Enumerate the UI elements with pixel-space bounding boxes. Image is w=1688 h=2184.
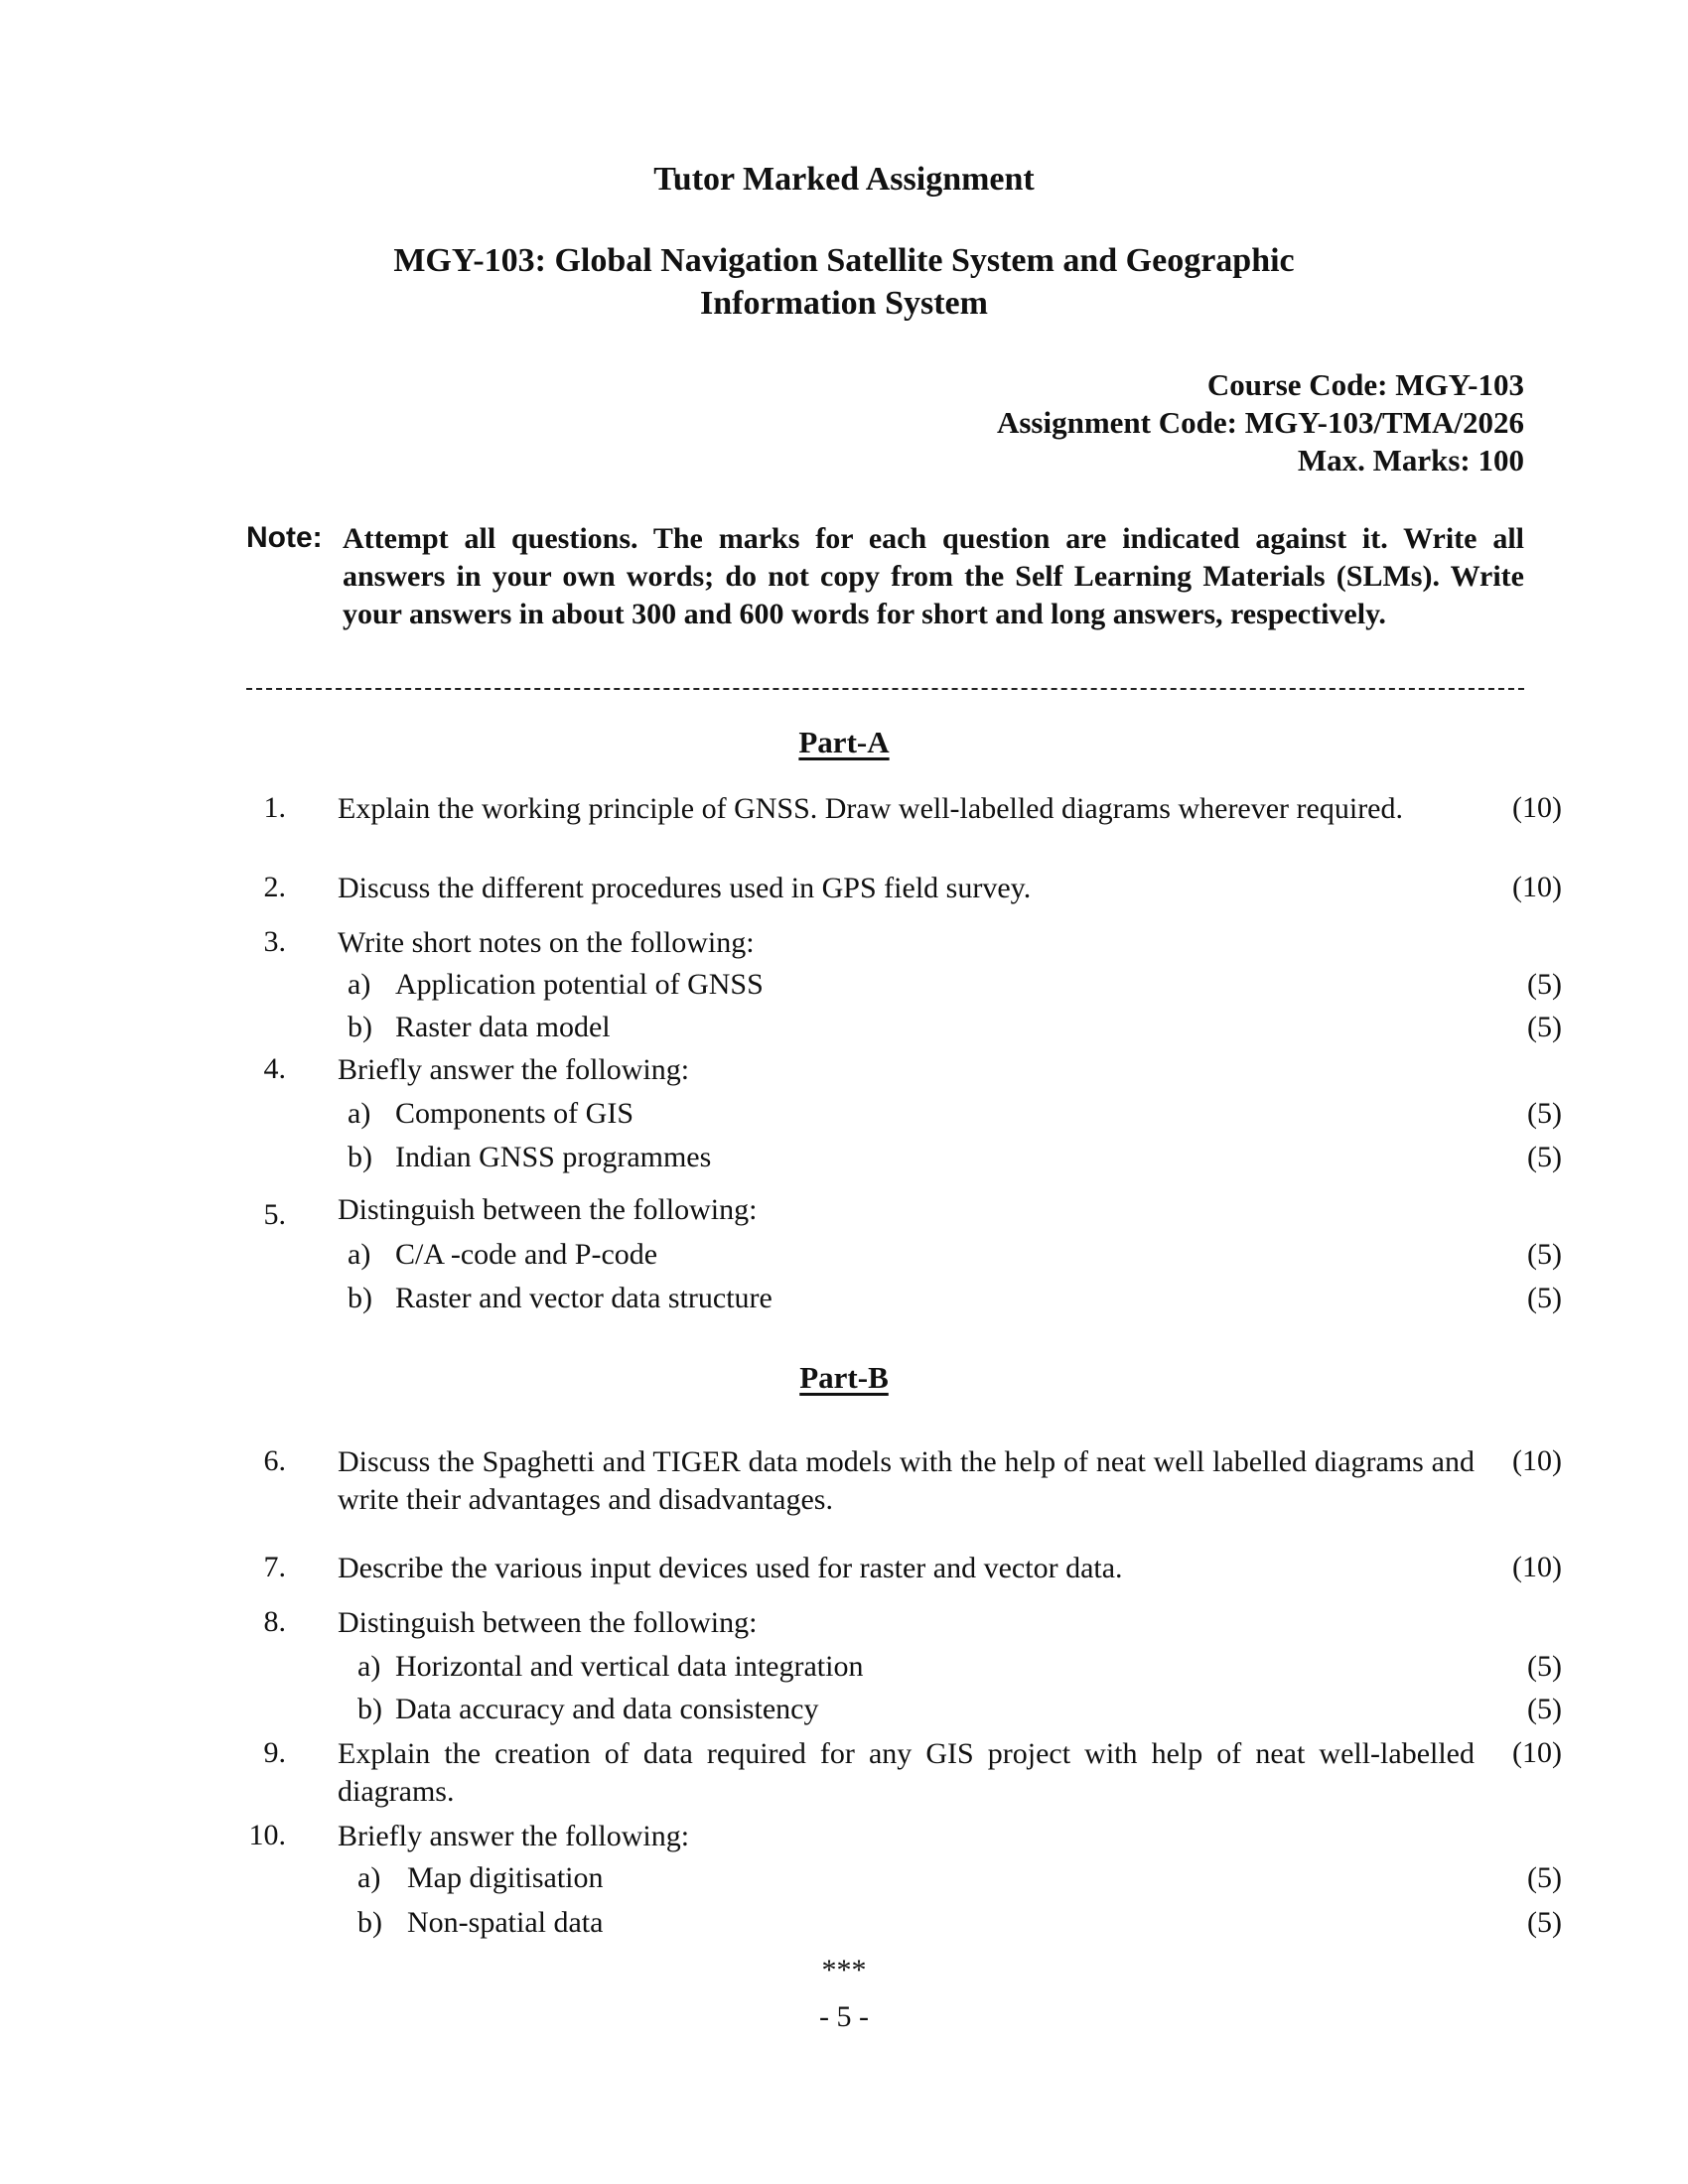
sub-question-letter: a) — [348, 1097, 371, 1130]
sub-question-text: Application potential of GNSS — [395, 968, 764, 1001]
sub-question-marks: (5) — [1527, 1650, 1562, 1683]
sub-question-letter: a) — [348, 968, 371, 1001]
sub-question-marks: (5) — [1527, 1693, 1562, 1725]
question-marks: (10) — [1512, 1736, 1562, 1769]
sub-question-marks: (5) — [1527, 1097, 1562, 1130]
course-title-line1: MGY-103: Global Navigation Satellite System and Geographic — [393, 242, 1295, 279]
sub-question-letter: b) — [357, 1906, 382, 1939]
question-number: 8. — [263, 1605, 286, 1638]
sub-question-text: Map digitisation — [407, 1861, 604, 1894]
sub-question-text: Raster and vector data structure — [395, 1282, 773, 1314]
sub-question-marks: (5) — [1527, 1238, 1562, 1271]
sub-question-letter: a) — [357, 1650, 381, 1683]
assignment-code: Assignment Code: MGY-103/TMA/2026 — [996, 405, 1524, 440]
sub-question-text: Data accuracy and data consistency — [395, 1693, 819, 1725]
question-number: 3. — [263, 925, 286, 958]
end-mark: *** — [821, 1954, 867, 1986]
question-number: 9. — [263, 1736, 286, 1769]
question-number: 6. — [263, 1444, 286, 1477]
question-number: 10. — [248, 1819, 286, 1851]
note-text: Attempt all questions. The marks for each question are indicated against it. Write all answers in your own words; do not copy from the Self Learning Materials (SLMs). Write your answers in about 300 and 600 words for short and long answers, respectively. — [343, 522, 1524, 630]
sub-question-letter: a) — [357, 1861, 381, 1894]
sub-question-marks: (5) — [1527, 1011, 1562, 1043]
sub-question-marks: (5) — [1527, 1906, 1562, 1939]
part-a-heading: Part-A — [798, 725, 890, 759]
question-number: 4. — [263, 1052, 286, 1085]
question-number: 5. — [263, 1198, 286, 1231]
question-text: Explain the creation of data required for any GIS project with help of neat well-labelled diagrams. — [338, 1737, 1475, 1808]
question-marks: (10) — [1512, 791, 1562, 824]
max-marks: Max. Marks: 100 — [1297, 443, 1524, 478]
question-text: Write short notes on the following: — [338, 926, 755, 959]
question-text: Distinguish between the following: — [338, 1193, 758, 1226]
sub-question-text: Indian GNSS programmes — [395, 1141, 712, 1173]
sub-question-marks: (5) — [1527, 1282, 1562, 1314]
sub-question-text: Raster data model — [395, 1011, 611, 1043]
sub-question-text: C/A -code and P-code — [395, 1238, 658, 1271]
sub-question-text: Horizontal and vertical data integration — [395, 1650, 864, 1683]
question-marks: (10) — [1512, 1551, 1562, 1583]
question-marks: (10) — [1512, 1444, 1562, 1477]
sub-question-letter: b) — [357, 1693, 382, 1725]
question-text: Distinguish between the following: — [338, 1606, 758, 1639]
sub-question-letter: b) — [348, 1282, 372, 1314]
sub-question-letter: b) — [348, 1141, 372, 1173]
sub-question-marks: (5) — [1527, 1861, 1562, 1894]
sub-question-marks: (5) — [1527, 968, 1562, 1001]
note-label: Note: — [246, 521, 323, 554]
question-text: Briefly answer the following: — [338, 1820, 690, 1852]
question-text: Describe the various input devices used for raster and vector data. — [338, 1552, 1123, 1584]
sub-question-text: Components of GIS — [395, 1097, 633, 1130]
question-marks: (10) — [1512, 871, 1562, 903]
sub-question-letter: b) — [348, 1011, 372, 1043]
question-text: Discuss the different procedures used in GPS field survey. — [338, 872, 1032, 904]
question-text: Briefly answer the following: — [338, 1053, 690, 1086]
question-text: Explain the working principle of GNSS. Draw well-labelled diagrams wherever required. — [338, 792, 1403, 825]
course-title-line2: Information System — [700, 285, 988, 322]
course-code: Course Code: MGY-103 — [1206, 367, 1524, 402]
part-b-heading: Part-B — [799, 1360, 889, 1395]
question-number: 1. — [263, 791, 286, 824]
question-text: Discuss the Spaghetti and TIGER data models with the help of neat well labelled diagrams and write their advantages and disadvantages. — [338, 1445, 1475, 1516]
sub-question-marks: (5) — [1527, 1141, 1562, 1173]
section-divider — [246, 688, 1524, 690]
question-number: 2. — [263, 871, 286, 903]
sub-question-text: Non-spatial data — [407, 1906, 604, 1939]
document-title: Tutor Marked Assignment — [653, 161, 1035, 198]
page-number: - 5 - — [819, 2000, 869, 2033]
sub-question-letter: a) — [348, 1238, 371, 1271]
question-number: 7. — [263, 1551, 286, 1583]
